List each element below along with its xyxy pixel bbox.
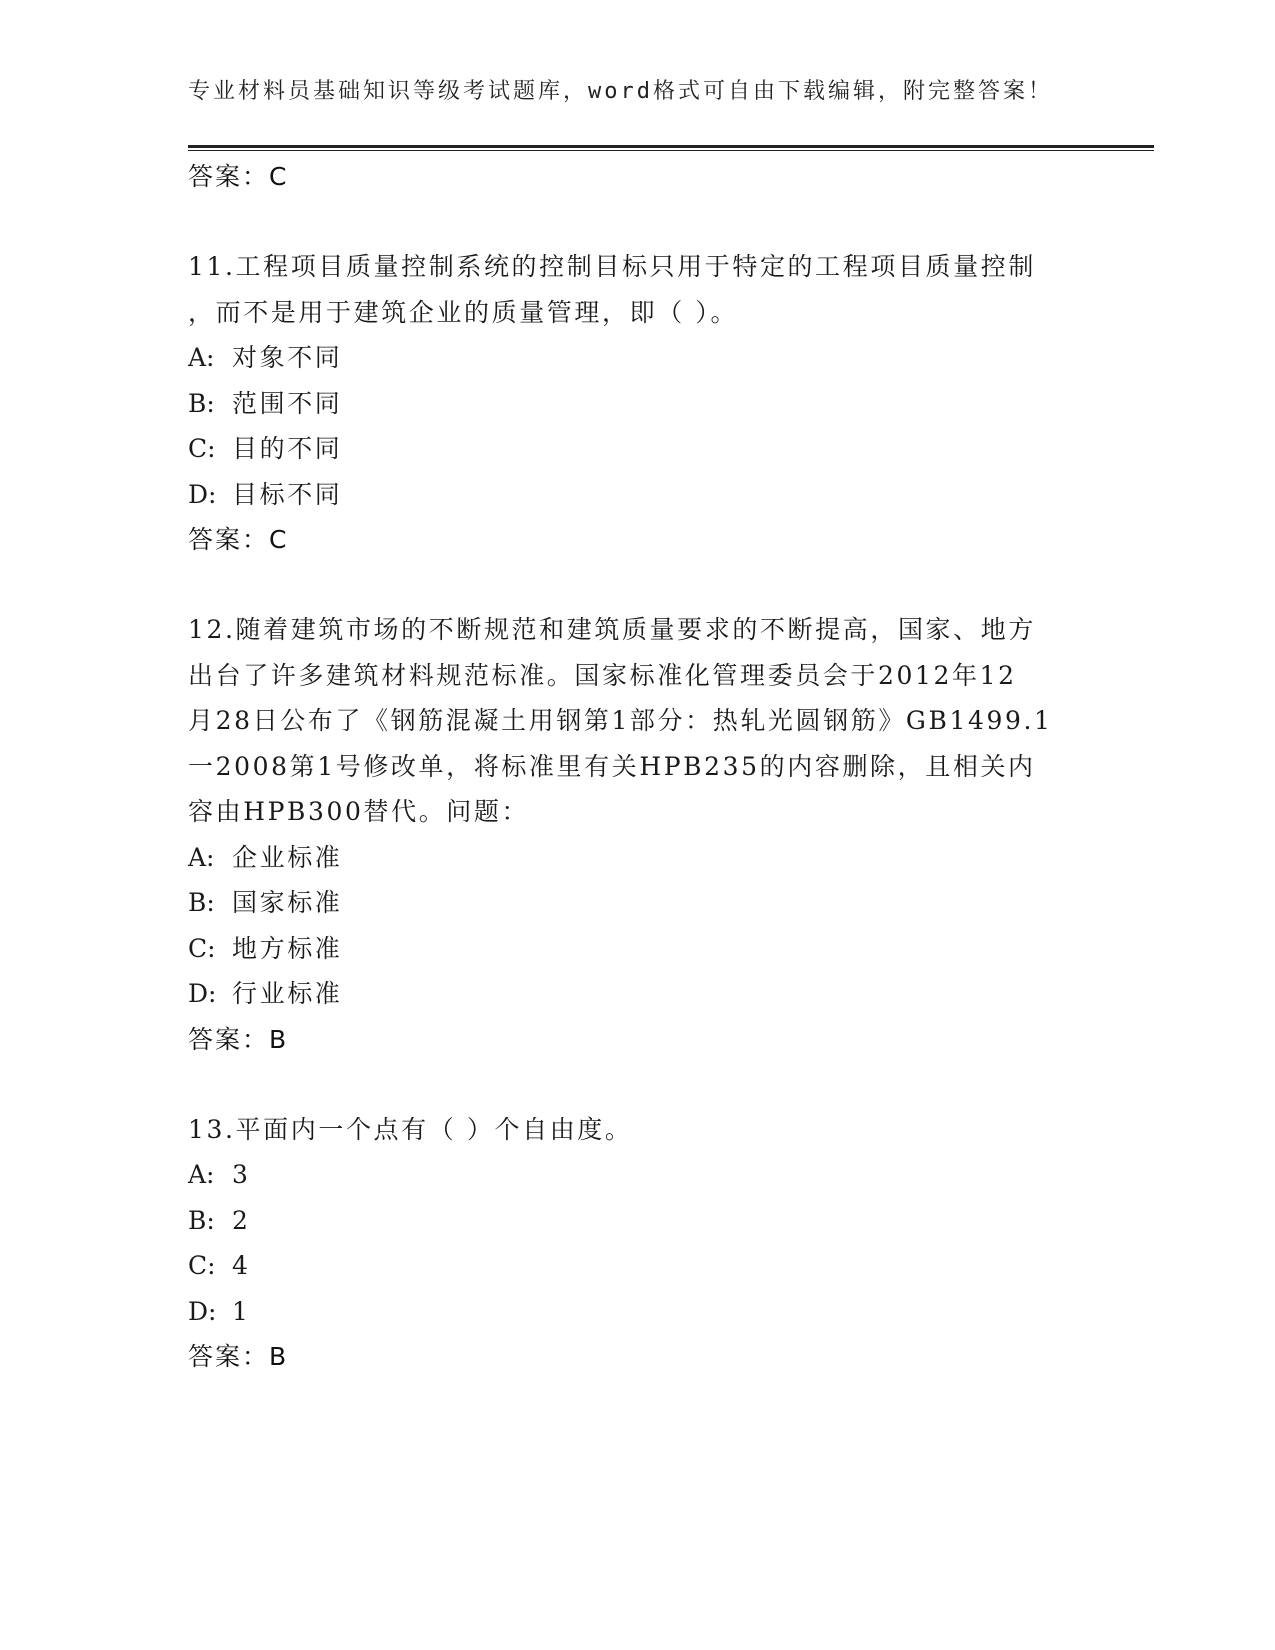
option-text: 行业标准 [232, 979, 343, 1008]
question-line: ，而不是用于建筑企业的质量管理，即（ ）。 [188, 297, 739, 327]
option-letter: B: [188, 388, 215, 418]
option-letter: A: [188, 842, 215, 872]
option-letter: B: [188, 1205, 215, 1235]
header-rule-thick [188, 145, 1154, 148]
option-text: 4 [232, 1251, 251, 1280]
page-header: 专业材料员基础知识等级考试题库，word格式可自由下载编辑，附完整答案！ [188, 79, 1053, 104]
option-c [188, 1243, 1088, 1289]
question-line: 容由HPB300替代。问题： [188, 797, 530, 826]
spacer [188, 1063, 1088, 1107]
option-b [188, 880, 1088, 926]
question-text [188, 607, 1088, 835]
answer-label: 答案：C [188, 525, 289, 554]
option-a [188, 335, 1088, 381]
answer-label: 答案：B [188, 1342, 289, 1371]
option-text: 范围不同 [232, 388, 343, 418]
option-c [188, 926, 1088, 972]
option-letter: C: [188, 434, 216, 463]
option-text: 2 [232, 1205, 251, 1235]
question-line: 出台了许多建筑材料规范标准。国家标准化管理委员会于2012年12 [188, 660, 1017, 690]
option-letter: C: [188, 933, 216, 963]
question-text [188, 244, 1088, 335]
question-block [188, 244, 1088, 563]
option-text: 1 [232, 1296, 251, 1326]
question-line: 11.工程项目质量控制系统的控制目标只用于特定的工程项目质量控制 [188, 252, 1036, 281]
option-letter: A: [188, 343, 215, 372]
option-letter: D: [188, 479, 217, 509]
option-b [188, 381, 1088, 427]
option-a [188, 835, 1088, 881]
option-d [188, 472, 1088, 518]
option-d [188, 971, 1088, 1017]
option-letter: D: [188, 979, 217, 1008]
option-letter: D: [188, 1296, 217, 1326]
option-a [188, 1152, 1088, 1198]
option-text: 企业标准 [232, 842, 343, 872]
question-line: 12.随着建筑市场的不断规范和建筑质量要求的不断提高，国家、地方 [188, 615, 1036, 644]
option-text: 目标不同 [232, 479, 343, 509]
option-d [188, 1289, 1088, 1335]
header-rule-thin [188, 150, 1154, 151]
option-text: 3 [232, 1160, 251, 1189]
question-line: 13.平面内一个点有（ ）个自由度。 [188, 1114, 633, 1144]
question-block [188, 607, 1088, 1063]
option-text: 对象不同 [232, 343, 343, 372]
option-text: 目的不同 [232, 434, 343, 463]
spacer [188, 200, 1088, 244]
option-text: 国家标准 [232, 888, 343, 917]
previous-answer: 答案：C [188, 162, 289, 191]
spacer [188, 563, 1088, 607]
option-c [188, 426, 1088, 472]
option-letter: B: [188, 888, 215, 917]
option-text: 地方标准 [232, 933, 343, 963]
question-block [188, 1107, 1088, 1381]
option-letter: A: [188, 1160, 215, 1189]
question-line: 一2008第1号修改单，将标准里有关HPB235的内容删除，且相关内 [188, 751, 1036, 781]
question-list [188, 154, 1088, 1380]
option-letter: C: [188, 1251, 216, 1280]
answer-label: 答案：B [188, 1024, 289, 1054]
question-line: 月28日公布了《钢筋混凝土用钢第1部分：热轧光圆钢筋》GB1499.1 [188, 706, 1053, 735]
option-b [188, 1198, 1088, 1244]
question-text [188, 1107, 1088, 1153]
